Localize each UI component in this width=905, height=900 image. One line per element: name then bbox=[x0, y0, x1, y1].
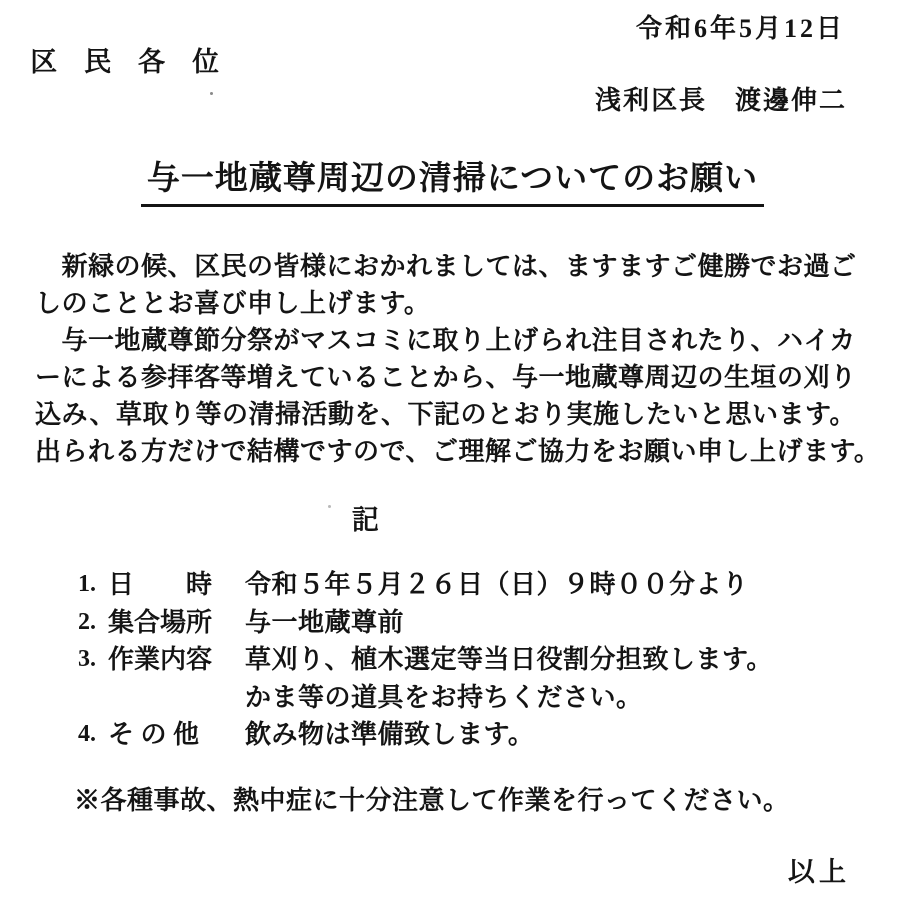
caution-note: ※各種事故、熱中症に十分注意して作業を行ってください。 bbox=[74, 786, 790, 815]
scan-artifact bbox=[328, 505, 331, 508]
body-line: 与一地蔵尊節分祭がマスコミに取り上げられ注目されたり、ハイカ bbox=[35, 326, 856, 355]
item-number: 3. bbox=[78, 646, 96, 672]
item-label: 集合場所 bbox=[108, 607, 213, 637]
body-line: しのこととお喜び申し上げます。 bbox=[35, 289, 431, 318]
body-line: 込み、草取り等の清掃活動を、下記のとおり実施したいと思います。 bbox=[35, 400, 856, 429]
item-number: 2. bbox=[78, 608, 96, 635]
list-item-meeting-place bbox=[78, 604, 885, 642]
scan-artifact bbox=[210, 92, 213, 95]
item-number: 4. bbox=[78, 721, 96, 747]
item-label: 作業内容 bbox=[108, 645, 213, 674]
record-marker: 記 bbox=[352, 505, 379, 535]
item-text: 与一地蔵尊前 bbox=[245, 607, 405, 637]
list-item-work-content bbox=[78, 641, 885, 679]
body-line: 新緑の候、区民の皆様におかれましては、ますますご健勝でお過ご bbox=[35, 252, 857, 281]
document-title: 与一地蔵尊周辺の清掃についてのお願い bbox=[141, 152, 764, 207]
sender-line: 浅利区長 渡邊伸二 bbox=[594, 86, 847, 115]
item-text: 令和５年５月２６日（日）９時００分より bbox=[245, 570, 749, 599]
title-wrap bbox=[0, 152, 905, 207]
recipient-line: 区 民 各 位 bbox=[30, 47, 219, 77]
body-text bbox=[35, 248, 880, 470]
item-text: かま等の道具をお持ちください。 bbox=[245, 682, 643, 712]
body-line: ーによる参拝客等増えていることから、与一地蔵尊周辺の生垣の刈り bbox=[35, 363, 857, 392]
list-item-datetime bbox=[78, 566, 885, 604]
body-line: 出られる方だけで結構ですので、ご理解ご協力をお願い申し上げます。 bbox=[35, 437, 881, 466]
list-item-work-content-cont bbox=[78, 679, 885, 717]
document-date: 令和6年5月12日 bbox=[635, 14, 845, 43]
item-text: 草刈り、植木選定等当日役割分担致します。 bbox=[245, 645, 773, 674]
item-label: そ の 他 bbox=[108, 720, 200, 749]
item-list bbox=[78, 566, 885, 754]
list-item-other bbox=[78, 716, 885, 754]
item-label: 日 時 bbox=[108, 570, 213, 599]
item-number-spacer bbox=[78, 679, 108, 717]
item-number: 1. bbox=[78, 571, 96, 597]
item-label-spacer bbox=[108, 679, 245, 717]
closing-ijou: 以上 bbox=[788, 857, 850, 887]
item-text: 飲み物は準備致します。 bbox=[245, 720, 535, 749]
